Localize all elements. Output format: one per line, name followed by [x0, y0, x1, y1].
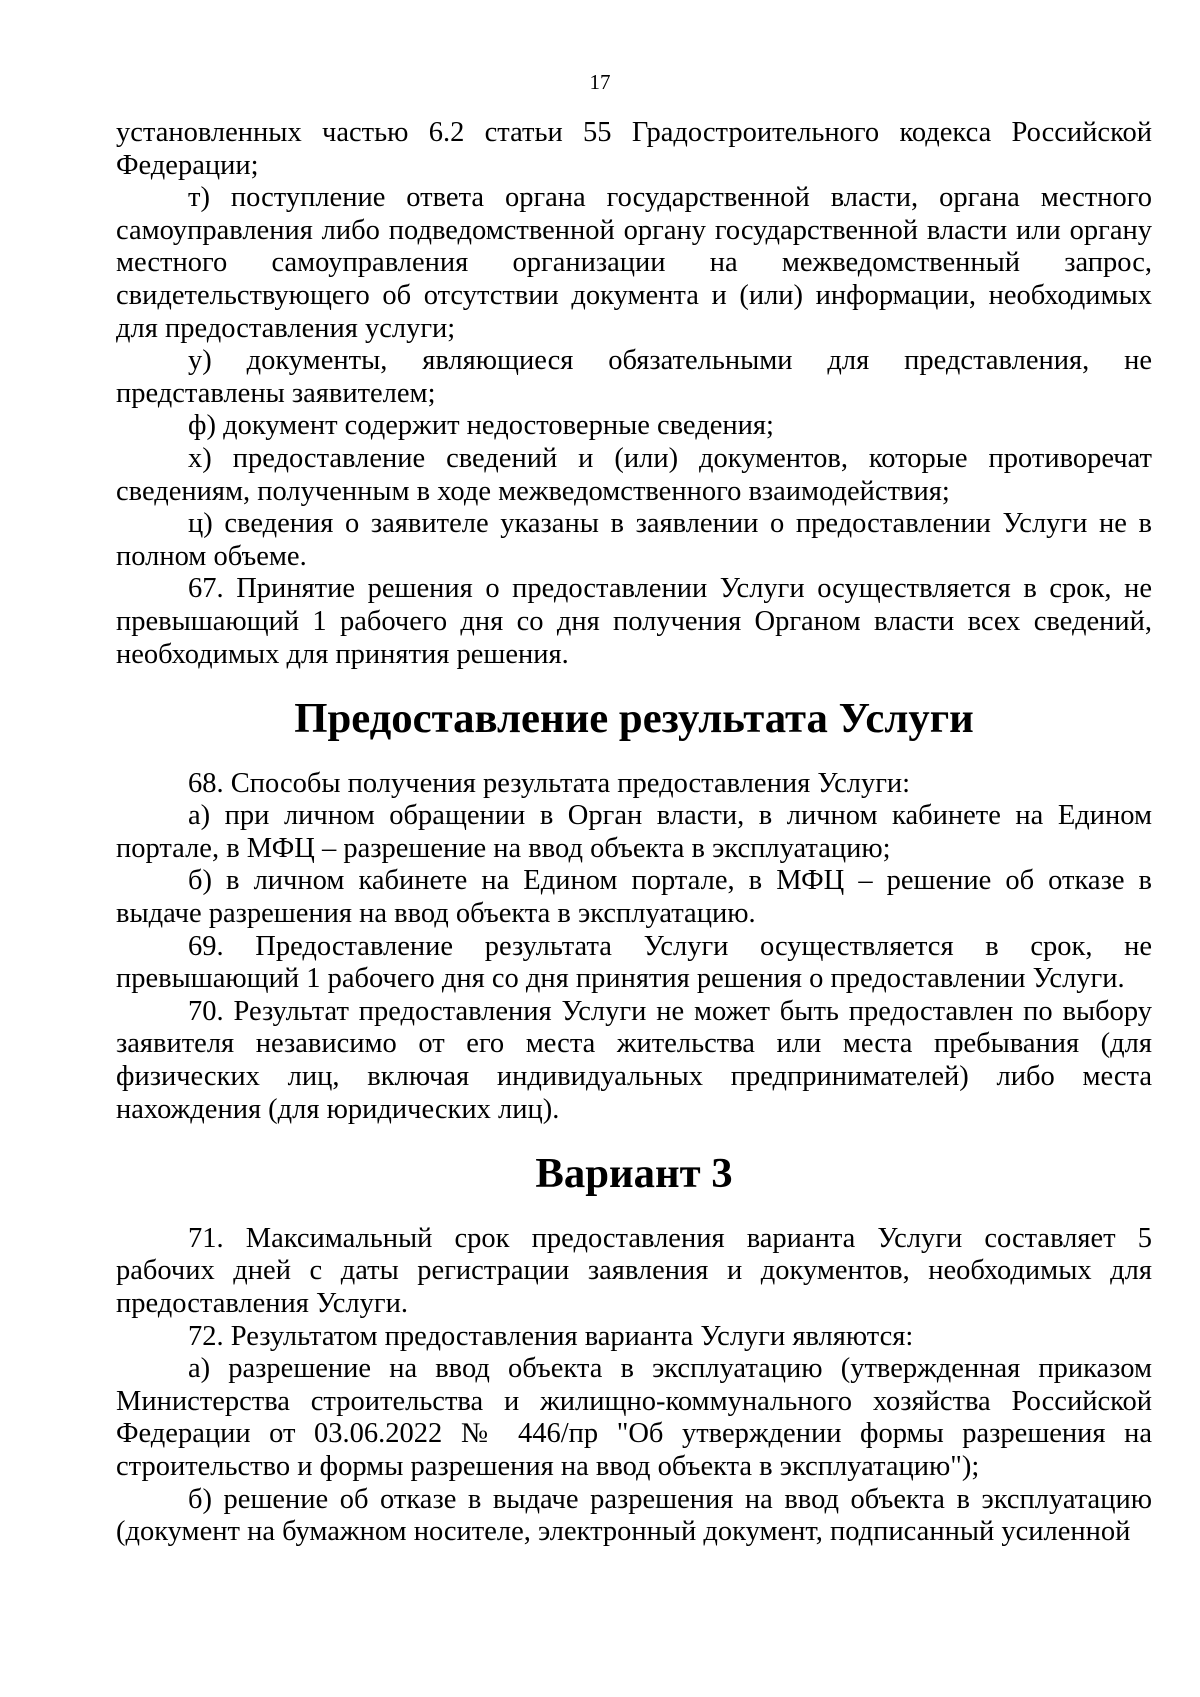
clause-71: 71. Максимальный срок предоставления варианта Услуги составляет 5 рабочих дней с даты регистрации заявления и документов, необходимых для предоставления Услуги. [116, 1222, 1152, 1319]
list-item-a-variant-3: а) разрешение на ввод объекта в эксплуатацию (утвержденная приказом Министерства строительства и жилищно-коммунального хозяйства Российской Федерации от 03.06.2022 № 446/пр "Об утверждении формы разрешения на строительство и формы разрешения на ввод объекта в эксплуатацию"); [116, 1353, 1152, 1482]
clause-67: 67. Принятие решения о предоставлении Услуги осуществляется в срок, не превышающий 1 рабочего дня со дня получения Органом власти всех сведений, необходимых для принятия решения. [116, 573, 1152, 670]
document-body [116, 117, 1152, 1549]
list-item-u: у) документы, являющиеся обязательными для представления, не представлены заявителем; [116, 345, 1152, 409]
paragraph-continuation: установленных частью 6.2 статьи 55 Градостроительного кодекса Российской Федерации; [116, 117, 1152, 181]
list-item-f: ф) документ содержит недостоверные сведения; [188, 410, 774, 442]
list-item-kh: х) предоставление сведений и (или) документов, которые противоречат сведениям, полученным в ходе межведомственного взаимодействия; [116, 442, 1152, 507]
list-item-a: а) при личном обращении в Орган власти, в личном кабинете на Едином портале, в МФЦ – разрешение на ввод объекта в эксплуатацию; [116, 800, 1152, 864]
clause-68: 68. Способы получения результата предоставления Услуги: [188, 767, 911, 799]
clause-72: 72. Результатом предоставления варианта Услуги являются: [188, 1320, 914, 1352]
list-item-b-variant-3: б) решение об отказе в выдаче разрешения на ввод объекта в эксплуатацию (документ на бумажном носителе, электронный документ, подписанный усиленной [116, 1483, 1152, 1548]
clause-70: 70. Результат предоставления Услуги не может быть предоставлен по выбору заявителя независимо от его места жительства или места пребывания (для физических лиц, включая индивидуальных предпринимателей) либо места нахождения (для юридических лиц). [116, 995, 1152, 1125]
list-item-b: б) в личном кабинете на Едином портале, в МФЦ – решение об отказе в выдаче разрешения на ввод объекта в эксплуатацию. [116, 865, 1152, 930]
section-heading-variant-3: Вариант 3 [535, 1150, 733, 1198]
list-item-t: т) поступление ответа органа государственной власти, органа местного самоуправления либо подведомственной органу государственной власти или органу местного самоуправления организации на межведомственный запрос, свидетельствующего об отсутствии документа и (или) информации, необходимых для предоставления услуги; [116, 182, 1152, 344]
section-heading-result: Предоставление результата Услуги [294, 695, 974, 743]
list-item-ts: ц) сведения о заявителе указаны в заявлении о предоставлении Услуги не в полном объеме. [116, 508, 1152, 572]
clause-69: 69. Предоставление результата Услуги осуществляется в срок, не превышающий 1 рабочего дня со дня принятия решения о предоставлении Услуги. [116, 930, 1152, 995]
page-number: 17 [589, 70, 611, 94]
